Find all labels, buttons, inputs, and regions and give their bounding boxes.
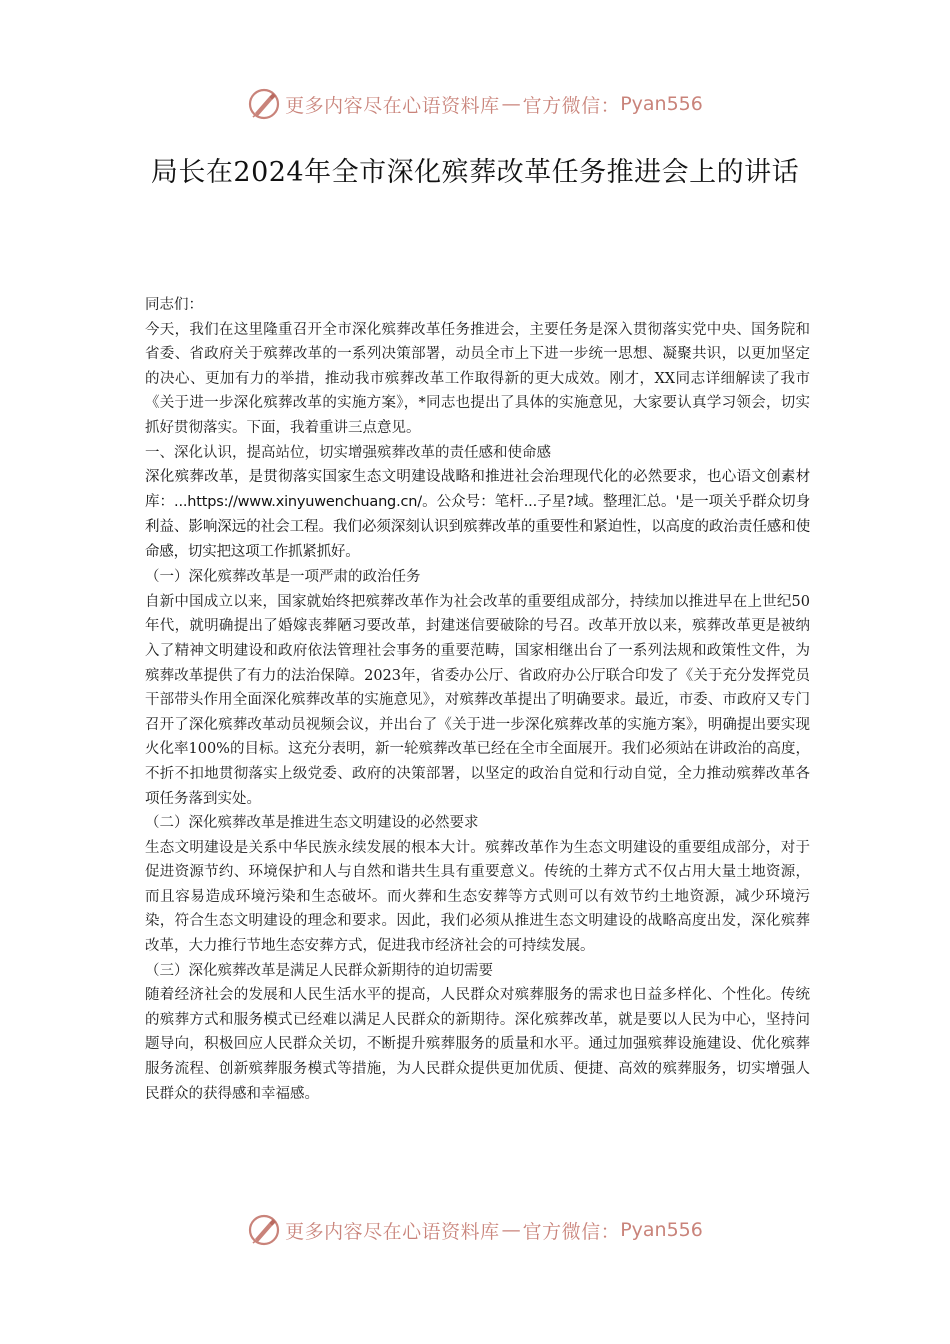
document-body xyxy=(145,293,810,1106)
intro-paragraph: 今天，我们在这里隆重召开全市深化殡葬改革任务推进会，主要任务是深入贯彻落实党中央、国务院和省委、省政府关于殡葬改革的一系列决策部署，动员全市上下进一步统一思想、凝聚共识，以更加坚定的决心、更加有力的举措，推动我市殡葬改革工作取得新的更大成效。刚才，XX同志详细解读了我市《关于进一步深化殡葬改革的实施方案》，*同志也提出了具体的实施意见，大家要认真学习领会，切实抓好贯彻落实。下面，我着重讲三点意见。 xyxy=(145,321,810,436)
watermark-wechat-label: 官方微信： xyxy=(522,94,621,117)
subsection-2-paragraph: 生态文明建设是关系中华民族永续发展的根本大计。殡葬改革作为生态文明建设的重要组成部分，对于促进资源节约、环境保护和人与自然和谐共生具有重要意义。传统的土葬方式不仅占用大量土地资源，而且容易造成环境污染和生态破坏。而火葬和生态安葬等方式则可以有效节约土地资源，减少环境污染，符合生态文明建设的理念和要求。因此，我们必须从推进生态文明建设的战略高度出发，深化殡葬改革，大力推行节地生态安葬方式，促进我市经济社会的可持续发展。 xyxy=(145,839,810,955)
salutation: 同志们： xyxy=(145,297,203,313)
watermark-wechat-id: Pyan556 xyxy=(620,1219,703,1241)
watermark-wechat-label: 官方微信： xyxy=(522,1220,621,1243)
watermark-separator: — xyxy=(501,1219,521,1241)
subsection-2-heading: （二）深化殡葬改革是推进生态文明建设的必然要求 xyxy=(145,815,479,832)
document-title: 局长在2024年全市深化殡葬改革任务推进会上的讲话 xyxy=(150,157,800,188)
watermark-banner-top xyxy=(0,84,950,124)
watermark-text: 更多内容尽在心语资料库 xyxy=(285,94,500,117)
pen-logo-icon xyxy=(247,1213,281,1247)
subsection-3-heading: （三）深化殡葬改革是满足人民群众新期待的迫切需要 xyxy=(145,962,493,979)
subsection-1-paragraph: 自新中国成立以来，国家就始终把殡葬改革作为社会改革的重要组成部分，持续加以推进早在上世纪50年代，就明确提出了婚嫁丧葬陋习要改革，封建迷信要破除的号召。改革开放以来，殡葬改革更是被纳入了精神文明建设和政府依法管理社会事务的重要范畴，国家相继出台了一系列法规和政策性文件，为殡葬改革提供了有力的法治保障。2023年，省委办公厅、省政府办公厅联合印发了《关于充分发挥党员干部带头作用全面深化殡葬改革的实施意见》，对殡葬改革提出了明确要求。最近，市委、市政府又专门召开了深化殡葬改革动员视频会议，并出台了《关于进一步深化殡葬改革的实施方案》，明确提出要实现火化率100%的目标。这充分表明，新一轮殡葬改革已经在全市全面展开。我们必须站在讲政治的高度，不折不扣地贯彻落实上级党委、政府的决策部署，以坚定的政治自觉和行动自觉，全力推动殡葬改革各项任务落到实处。 xyxy=(145,593,810,807)
section-1-heading: 一、深化认识，提高站位，切实增强殡葬改革的责任感和使命感 xyxy=(145,444,551,461)
watermark-separator: — xyxy=(501,93,521,115)
watermark-banner-bottom xyxy=(0,1210,950,1250)
subsection-3-paragraph: 随着经济社会的发展和人民生活水平的提高，人民群众对殡葬服务的需求也日益多样化、个性化。传统的殡葬方式和服务模式已经难以满足人民群众的新期待。深化殡葬改革，就是要以人民为中心，坚持问题导向，积极回应人民群众关切，不断提升殡葬服务的质量和水平。通过加强殡葬设施建设、优化殡葬服务流程、创新殡葬服务模式等措施，为人民群众提供更加优质、便捷、高效的殡葬服务，切实增强人民群众的获得感和幸福感。 xyxy=(145,987,810,1102)
section-1-paragraph: 深化殡葬改革，是贯彻落实国家生态文明建设战略和推进社会治理现代化的必然要求，也心语文创素材库：...https://www.xinyuwenchuang.cn/。公众号：笔杆...子星?域。整理汇总。'是一项关乎群众切身利益、影响深远的社会工程。我们必须深刻认识到殡葬改革的重要性和紧迫性，以高度的政治责任感和使命感，切实把这项工作抓紧抓好。 xyxy=(145,469,810,561)
subsection-1-heading: （一）深化殡葬改革是一项严肃的政治任务 xyxy=(145,569,421,586)
watermark-wechat-id: Pyan556 xyxy=(620,93,703,115)
pen-logo-icon xyxy=(247,87,281,121)
watermark-text: 更多内容尽在心语资料库 xyxy=(285,1220,500,1243)
